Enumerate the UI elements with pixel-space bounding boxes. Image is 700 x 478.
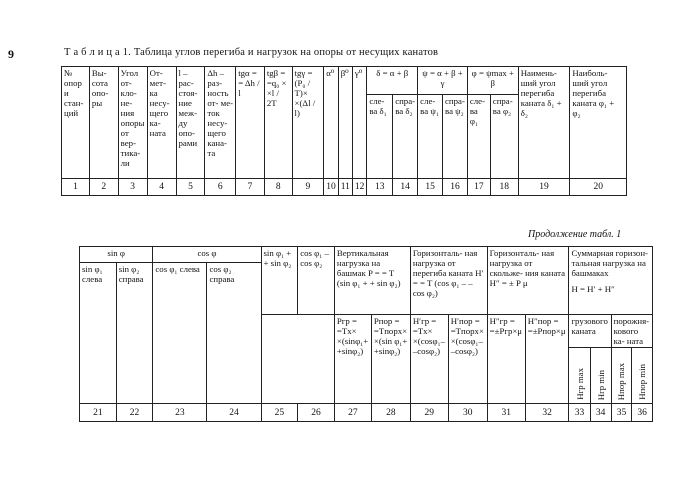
column-number: 3: [118, 179, 147, 196]
col-header-alpha: α⁰: [324, 67, 339, 179]
column-number: 13: [367, 179, 393, 196]
column-number: 22: [116, 404, 153, 422]
column-number: 24: [207, 404, 261, 422]
column-number: 31: [487, 404, 525, 422]
col-header-cos-diff: cos φ₁ – cos φ₂: [298, 247, 335, 315]
col-header-cos-phi: cos φ: [153, 247, 261, 263]
column-number: 19: [518, 179, 570, 196]
subheader-cos-right: cos φ₂ справа: [207, 263, 261, 404]
subheader-sin-left: sin φ₁ слева: [80, 263, 117, 404]
column-number: 9: [292, 179, 324, 196]
column-number: 18: [490, 179, 518, 196]
col-header-delta: δ = α + β: [367, 67, 418, 95]
col-header-horizontal-load-slide: Горизонталь- ная нагрузка от скольже- ния каната H″ = ± P μ: [487, 247, 569, 315]
column-number: 26: [298, 404, 335, 422]
continuation-caption: Продолжение табл. 1: [528, 229, 622, 240]
subheader-phi-left: сле- ва φ₁: [467, 95, 490, 179]
page-number: 9: [8, 47, 14, 61]
col-header-span-length: l – рас- стоя- ние меж- ду опо- рами: [176, 67, 205, 179]
column-number: 30: [448, 404, 487, 422]
column-number: 17: [467, 179, 490, 196]
col-header-tg-gamma: tgγ = (P₀ / T)× ×(Δl / l): [292, 67, 324, 179]
column-number: 29: [410, 404, 448, 422]
subheader-h-gr-max: Hгр max: [569, 348, 590, 404]
column-number: 16: [443, 179, 468, 196]
total-load-label: Суммарная горизон- тальная нагрузка на башмаках: [571, 248, 648, 278]
column-number: 20: [570, 179, 627, 196]
table-title: Т а б л и ц а 1. Таблица углов перегиба и нагрузок на опоры от несущих канатов: [64, 47, 439, 58]
total-load-formula: H = H′ + H″: [571, 284, 615, 294]
subheader-h1-por: H′пор = =Tпорx× ×(cosφ₁– –cosφ₂): [448, 315, 487, 404]
column-number: 11: [338, 179, 352, 196]
subheader-delta-right: спра- ва δ₂: [393, 95, 418, 179]
col-header-height-difference: Δh – раз- ность от- ме- ток несу- щего кана- та: [205, 67, 236, 179]
subheader-por-cable: порожня- кового ка- ната: [611, 315, 652, 348]
column-number: 21: [80, 404, 117, 422]
column-number: 32: [525, 404, 569, 422]
subheader-phi-right: спра- ва φ₂: [490, 95, 518, 179]
col-header-horizontal-load-bend: Горизонталь- ная нагрузка от перегиба каната H′ = = T (cos φ₁ – – cos φ₂): [410, 247, 487, 315]
col-header-total-horizontal-load: [569, 247, 653, 315]
column-number: 15: [418, 179, 443, 196]
col-header-max-angle: Наиболь- ший угол перегиба каната φ₁ + φ₂: [570, 67, 627, 179]
column-number: 1: [62, 179, 90, 196]
col-header-beta: β⁰: [338, 67, 352, 179]
column-number: 27: [334, 404, 371, 422]
col-header-deviation-angle: Угол от- кло- не- ния опоры от вер- тика- ли: [118, 67, 147, 179]
subheader-p-gr: Pгр = =Tx× ×(sinφ₁+ +sinφ₂): [334, 315, 371, 404]
col-header-cable-mark: От- мет- ка несу- щего ка- ната: [147, 67, 176, 179]
column-number: 28: [371, 404, 410, 422]
subheader-gr-cable: грузового каната: [569, 315, 611, 348]
col-header-phi: φ = ψmax + β: [467, 67, 518, 95]
column-number: 12: [352, 179, 367, 196]
column-number: 6: [205, 179, 236, 196]
col-header-tg-beta: tgβ = =q₀ × ×l / 2T: [264, 67, 292, 179]
column-number: 23: [153, 404, 207, 422]
subheader-psi-right: спра- ва ψ₂: [443, 95, 468, 179]
col-header-sin-phi: sin φ: [80, 247, 153, 263]
column-number: 5: [176, 179, 205, 196]
subheader-delta-left: сле- ва δ₁: [367, 95, 393, 179]
column-number: 34: [590, 404, 611, 422]
col-header-gamma: γ⁰: [352, 67, 367, 179]
subheader-psi-left: сле- ва ψ₁: [418, 95, 443, 179]
table-1: [61, 66, 627, 196]
column-number: 33: [569, 404, 590, 422]
col-header-height: Вы- сота опо- ры: [89, 67, 118, 179]
subheader-h2-gr: H″гр = =±Pгр×μ: [487, 315, 525, 404]
subheader-h2-por: H″пор = =±Pпор×μ: [525, 315, 569, 404]
subheader-sin-right: sin φ₂ справа: [116, 263, 153, 404]
column-number: 4: [147, 179, 176, 196]
column-number: 36: [632, 404, 653, 422]
column-number: 7: [236, 179, 265, 196]
column-number: 14: [393, 179, 418, 196]
subheader-cos-left: cos φ₁ слева: [153, 263, 207, 404]
column-number: 8: [264, 179, 292, 196]
subheader-h-por-min: Hпор min: [632, 348, 653, 404]
subheader-h-por-max: Hпор max: [611, 348, 632, 404]
col-header-sin-sum: sin φ₁ + + sin φ₂: [261, 247, 298, 315]
column-number: 2: [89, 179, 118, 196]
col-header-min-angle: Наимень- ший угол перегиба каната δ₁ + δ₂: [518, 67, 570, 179]
subheader-p-por: Pпор = =Tпорx× ×(sin φ₁+ +sinφ₂): [371, 315, 410, 404]
col-header-vertical-load: Вертикальная нагрузка на башмак P = = T (sin φ₁ + + sin φ₂): [334, 247, 410, 315]
subheader-h1-gr: H′гр = =Tx× ×(cosφ₁– –cosφ₂): [410, 315, 448, 404]
column-number: 10: [324, 179, 339, 196]
col-header-psi: ψ = α + β + γ: [418, 67, 468, 95]
col-header-station: № опор и стан- ций: [62, 67, 90, 179]
table-1-continuation: [79, 246, 653, 422]
col-header-tg-alpha: tgα = = Δh / l: [236, 67, 265, 179]
column-number: 35: [611, 404, 632, 422]
column-number: 25: [261, 404, 298, 422]
subheader-h-gr-min: Hгр min: [590, 348, 611, 404]
